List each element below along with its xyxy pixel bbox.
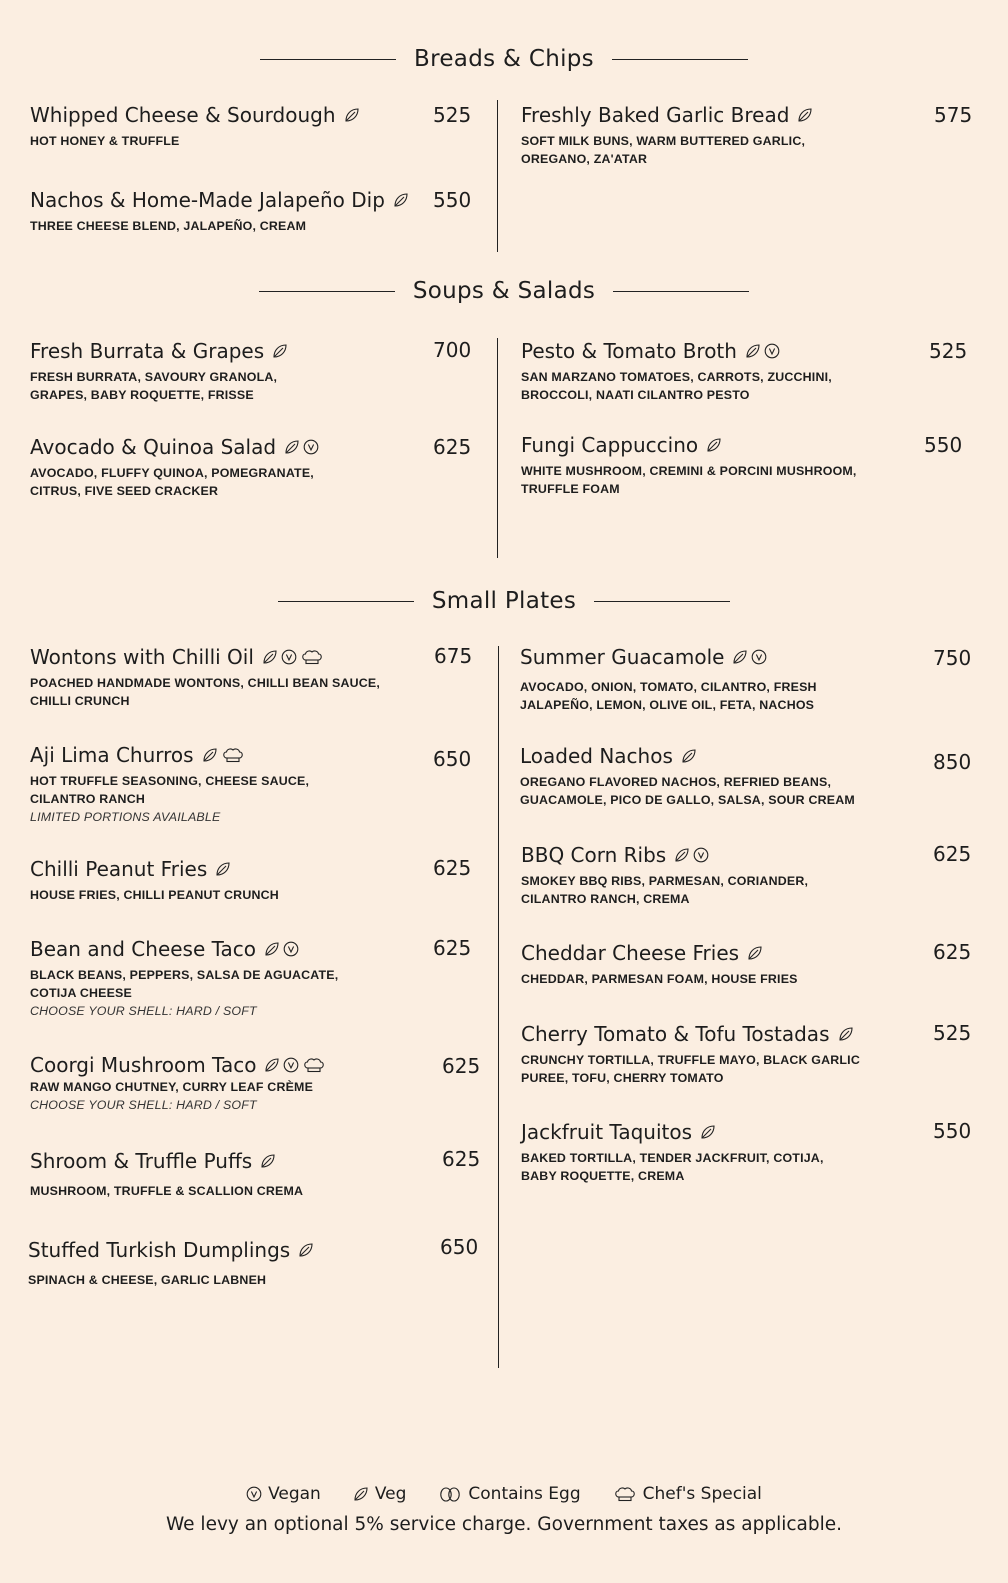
item-description (30, 772, 309, 808)
item-name: Cheddar Cheese Fries (521, 941, 740, 965)
item-description (521, 462, 857, 498)
item-description (30, 1182, 303, 1200)
veg-icon (353, 1486, 369, 1502)
item-name: BBQ Corn Ribs (521, 843, 667, 867)
item-name: Whipped Cheese & Sourdough (30, 103, 336, 127)
veg-icon (260, 1153, 276, 1169)
menu-item (30, 644, 380, 710)
item-description-line: HOT HONEY & TRUFFLE (30, 134, 180, 148)
item-description (30, 217, 409, 235)
divider (278, 601, 414, 602)
section-title: Small Plates (431, 588, 577, 614)
item-name: Summer Guacamole (520, 645, 725, 669)
veg-icon (838, 1026, 854, 1042)
menu-item (521, 842, 808, 908)
item-description (30, 1078, 326, 1096)
item-description-line: HOUSE FRIES, CHILLI PEANUT CRUNCH (30, 888, 279, 902)
legend-egg-label: Contains Egg (468, 1484, 581, 1504)
menu-item (521, 338, 832, 404)
item-price: 575 (934, 103, 973, 127)
item-description-line: GRAPES, BABY ROQUETTE, FRISSE (30, 388, 254, 402)
item-name: Stuffed Turkish Dumplings (28, 1238, 291, 1262)
chef-special-icon (302, 1057, 326, 1073)
item-description (30, 966, 338, 1002)
menu-item (521, 1021, 860, 1087)
veg-icon (706, 437, 722, 453)
veg-icon (202, 747, 218, 763)
item-description-line: MUSHROOM, TRUFFLE & SCALLION CREMA (30, 1184, 304, 1198)
veg-icon (262, 649, 278, 665)
item-price: 625 (442, 1147, 481, 1171)
vegan-icon (283, 941, 299, 957)
veg-icon (344, 107, 360, 123)
column-divider (497, 100, 498, 252)
menu-item (30, 936, 338, 1020)
item-description-line: AVOCADO, FLUFFY QUINOA, POMEGRANATE, (30, 466, 314, 480)
item-price: 850 (933, 750, 972, 774)
item-description-line: POACHED HANDMADE WONTONS, CHILLI BEAN SAUCE, (30, 676, 381, 690)
menu-item (521, 432, 857, 498)
item-description (30, 674, 380, 710)
item-description-line: CRUNCHY TORTILLA, TRUFFLE MAYO, BLACK GARLIC (521, 1053, 860, 1067)
item-description-line: AVOCADO, ONION, TOMATO, CILANTRO, FRESH (520, 680, 817, 694)
veg-icon (298, 1242, 314, 1258)
veg-icon (264, 1057, 280, 1073)
item-name: Chilli Peanut Fries (30, 857, 208, 881)
veg-icon (681, 748, 697, 764)
item-description (520, 773, 855, 809)
item-description-line: PUREE, TOFU, CHERRY TOMATO (521, 1071, 724, 1085)
item-description (521, 970, 798, 988)
item-description-line: GUACAMOLE, PICO DE GALLO, SALSA, SOUR CREAM (520, 793, 855, 807)
item-description-line: SAN MARZANO TOMATOES, CARROTS, ZUCCHINI, (521, 370, 832, 384)
vegan-icon (693, 847, 709, 863)
service-charge-note: We levy an optional 5% service charge. Government taxes as applicable. (165, 1514, 843, 1535)
item-description-line: COTIJA CHEESE (30, 986, 132, 1000)
item-description-line: CILANTRO RANCH, CREMA (521, 892, 690, 906)
legend-vegan (246, 1484, 321, 1504)
item-description (30, 368, 288, 404)
legend-vegan-label: Vegan (268, 1484, 321, 1504)
item-description-line: SMOKEY BBQ RIBS, PARMESAN, CORIANDER, (521, 874, 809, 888)
item-name: Bean and Cheese Taco (30, 937, 257, 961)
item-description-line: CILANTRO RANCH (30, 792, 145, 806)
item-note: CHOOSE YOUR SHELL: HARD / SOFT (30, 1098, 257, 1112)
section-title: Breads & Chips (414, 46, 594, 72)
item-name: Wontons with Chilli Oil (30, 645, 254, 669)
menu-item (520, 743, 855, 809)
veg-icon (284, 439, 300, 455)
vegan-icon (751, 649, 767, 665)
item-description-line: BLACK BEANS, PEPPERS, SALSA DE AGUACATE, (30, 968, 339, 982)
item-description (30, 464, 319, 500)
item-note: CHOOSE YOUR SHELL: HARD / SOFT (30, 1004, 257, 1018)
item-description (521, 368, 832, 404)
item-description-line: CHEDDAR, PARMESAN FOAM, HOUSE FRIES (521, 972, 798, 986)
item-price: 625 (933, 842, 972, 866)
veg-icon (745, 343, 761, 359)
item-name: Jackfruit Taquitos (521, 1120, 693, 1144)
item-name: Loaded Nachos (520, 744, 673, 768)
item-price: 625 (933, 940, 972, 964)
veg-icon (732, 649, 748, 665)
menu-item (30, 102, 360, 150)
item-description (30, 132, 360, 150)
item-name: Coorgi Mushroom Taco (30, 1053, 257, 1077)
veg-icon (700, 1124, 716, 1140)
menu-item (28, 1237, 314, 1289)
item-name: Avocado & Quinoa Salad (30, 435, 277, 459)
item-price: 525 (433, 103, 472, 127)
vegan-icon (283, 1057, 299, 1073)
item-price: 550 (433, 188, 472, 212)
menu-item (521, 940, 798, 988)
item-name: Shroom & Truffle Puffs (30, 1149, 253, 1173)
legend-egg (438, 1484, 580, 1504)
item-name: Nachos & Home-Made Jalapeño Dip (30, 188, 385, 212)
item-description-line: HOT TRUFFLE SEASONING, CHEESE SAUCE, (30, 774, 310, 788)
menu-item (30, 1052, 326, 1114)
item-description-line: SPINACH & CHEESE, GARLIC LABNEH (28, 1273, 267, 1287)
item-description-line: OREGANO, ZA'ATAR (521, 152, 648, 166)
veg-icon (393, 192, 409, 208)
item-name: Fresh Burrata & Grapes (30, 339, 265, 363)
chef-special-icon (300, 649, 324, 665)
item-name: Fungi Cappuccino (521, 433, 699, 457)
chef-special-icon (221, 747, 245, 763)
section-header-soups-salads (0, 278, 1008, 304)
item-price: 650 (440, 1235, 479, 1259)
item-description-line: THREE CHEESE BLEND, JALAPEÑO, CREAM (30, 219, 307, 233)
divider (613, 291, 749, 292)
egg-icon (438, 1486, 462, 1502)
item-description (521, 132, 813, 168)
menu-item (30, 187, 409, 235)
item-description-line: TRUFFLE FOAM (521, 482, 620, 496)
item-name: Freshly Baked Garlic Bread (521, 103, 790, 127)
legend-veg (353, 1484, 407, 1504)
item-price: 675 (434, 644, 473, 668)
item-price: 625 (433, 435, 472, 459)
dietary-legend (0, 1484, 1008, 1504)
item-description-line: BABY ROQUETTE, CREMA (521, 1169, 685, 1183)
veg-icon (797, 107, 813, 123)
divider (259, 291, 395, 292)
item-price: 700 (433, 338, 472, 362)
item-price: 525 (933, 1021, 972, 1045)
veg-icon (674, 847, 690, 863)
item-name: Cherry Tomato & Tofu Tostadas (521, 1022, 830, 1046)
section-header-breads-chips (0, 46, 1008, 72)
item-price: 550 (924, 433, 963, 457)
column-divider (498, 646, 499, 1368)
veg-icon (215, 861, 231, 877)
vegan-icon (281, 649, 297, 665)
menu-item (520, 644, 817, 714)
vegan-icon (303, 439, 319, 455)
veg-icon (272, 343, 288, 359)
menu-item (521, 1119, 824, 1185)
item-description-line: WHITE MUSHROOM, CREMINI & PORCINI MUSHROOM, (521, 464, 857, 478)
item-name: Pesto & Tomato Broth (521, 339, 737, 363)
legend-veg-label: Veg (374, 1484, 407, 1504)
menu-item (30, 856, 279, 904)
section-header-small-plates (0, 588, 1008, 614)
item-price: 525 (929, 339, 968, 363)
legend-chef (613, 1484, 762, 1504)
veg-icon (264, 941, 280, 957)
item-description (520, 678, 817, 714)
vegan-icon (764, 343, 780, 359)
menu-item (30, 1148, 303, 1200)
item-description-line: RAW MANGO CHUTNEY, CURRY LEAF CRÈME (30, 1080, 314, 1094)
menu-item (30, 742, 309, 826)
item-description-line: BAKED TORTILLA, TENDER JACKFRUIT, COTIJA, (521, 1151, 824, 1165)
item-description-line: OREGANO FLAVORED NACHOS, REFRIED BEANS, (520, 775, 832, 789)
item-description-line: BROCCOLI, NAATI CILANTRO PESTO (521, 388, 750, 402)
item-name: Aji Lima Churros (30, 743, 194, 767)
item-note: LIMITED PORTIONS AVAILABLE (30, 810, 221, 824)
menu-item (30, 434, 319, 500)
item-description (521, 1051, 860, 1087)
legend-chef-label: Chef's Special (642, 1484, 762, 1504)
menu-item (521, 102, 813, 168)
item-description-line: FRESH BURRATA, SAVOURY GRANOLA, (30, 370, 278, 384)
divider (594, 601, 730, 602)
item-description (521, 1149, 824, 1185)
chef-special-icon (613, 1486, 637, 1502)
veg-icon (747, 945, 763, 961)
item-price: 625 (442, 1054, 481, 1078)
item-description-line: SOFT MILK BUNS, WARM BUTTERED GARLIC, (521, 134, 806, 148)
item-price: 625 (433, 936, 472, 960)
menu-item (30, 338, 288, 404)
item-description (30, 886, 279, 904)
divider (260, 59, 396, 60)
item-price: 625 (433, 856, 472, 880)
item-description (521, 872, 808, 908)
item-description-line: CHILLI CRUNCH (30, 694, 130, 708)
item-price: 550 (933, 1119, 972, 1143)
section-title: Soups & Salads (412, 278, 596, 304)
item-description-line: CITRUS, FIVE SEED CRACKER (30, 484, 219, 498)
divider (612, 59, 748, 60)
item-description-line: JALAPEÑO, LEMON, OLIVE OIL, FETA, NACHOS (520, 698, 815, 712)
vegan-icon (246, 1486, 262, 1502)
item-description (28, 1271, 314, 1289)
item-price: 650 (433, 747, 472, 771)
column-divider (497, 338, 498, 558)
item-price: 750 (933, 646, 972, 670)
